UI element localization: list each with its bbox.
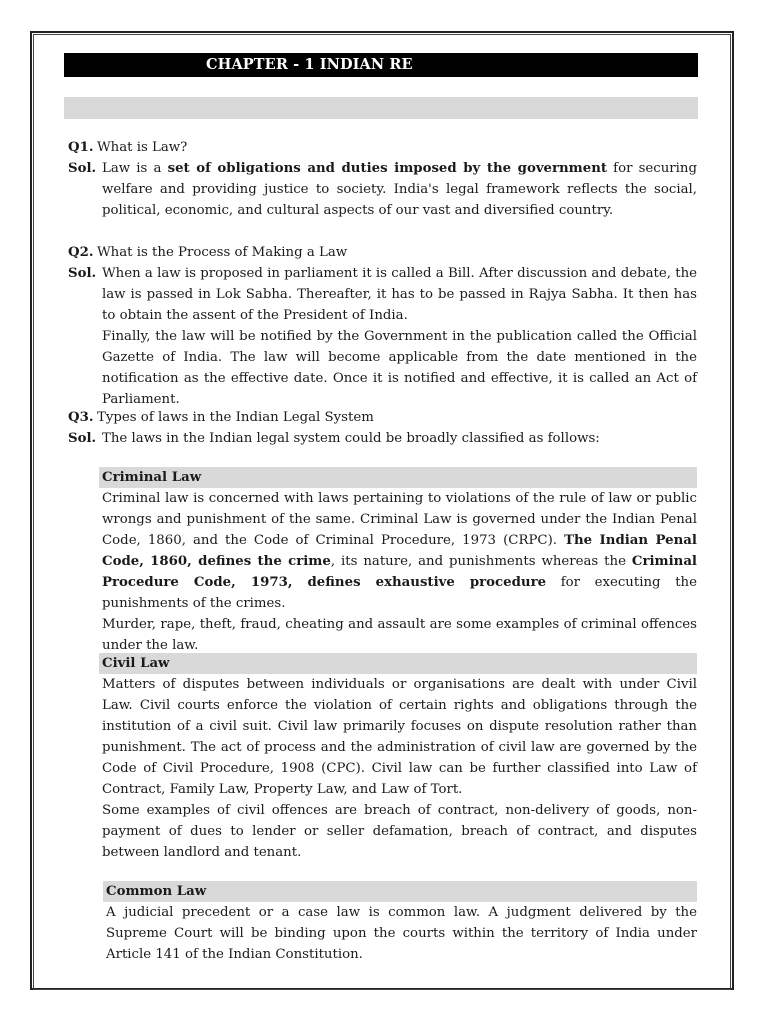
q2-question: What is the Process of Making a Law <box>97 245 348 260</box>
criminal-text-3: for executing the punishments of the crimes. <box>102 575 697 611</box>
q1-sol-label: Sol. <box>68 161 97 176</box>
civil-para1: Matters of disputes between individuals or organisations are dealt with under Civil Law. Civil courts enforce the violation of certain rights and obligations through the institution of a civil suit. Civil law primarily focuses on dispute resolution rather than punishment. The act of process and the administration of civil law are governed by the Code of Civil Procedure, 1908 (CPC). Civil law can be further classified into Law of Contract, Family Law, Property Law, and Law of Tort. <box>102 677 697 797</box>
q1-answer-bold: set of obligations and duties imposed by the government <box>167 161 608 176</box>
q3-answer: The laws in the Indian legal system could be broadly classified as follows: <box>102 431 600 446</box>
criminal-law-heading: Criminal Law <box>99 467 697 488</box>
q1-answer-post: for securing welfare and providing justice to society. India's legal framework reflects the social, political, economic, and cultural aspects of our vast and diversified country. <box>102 161 697 218</box>
civil-law-section <box>99 653 697 863</box>
q1-block <box>68 137 697 221</box>
criminal-bold-1: The Indian Penal Code, 1860, defines the crime <box>102 533 697 569</box>
q2-block <box>68 242 697 410</box>
q2-para2: Finally, the law will be notified by the Government in the publication called the Official Gazette of India. The law will become applicable from the date mentioned in the notification as the effective date. Once it is notified and effective, it is called an Act of Parliament. <box>102 329 697 407</box>
q2-label: Q2. <box>68 245 94 260</box>
criminal-text-2: , its nature, and punishments whereas the <box>330 554 632 569</box>
civil-para2: Some examples of civil offences are breach of contract, non-delivery of goods, non-payment of dues to lender or seller defamation, breach of contract, and disputes between landlord and tenant. <box>102 803 697 860</box>
q1-label: Q1. <box>68 140 94 155</box>
q3-block <box>68 407 697 449</box>
criminal-para2: Murder, rape, theft, fraud, cheating and assault are some examples of criminal offences under the law. <box>102 617 697 653</box>
q3-question: Types of laws in the Indian Legal System <box>97 410 374 425</box>
chapter-title: CHAPTER - 1 INDIAN RE <box>64 53 698 77</box>
criminal-law-section <box>99 467 697 656</box>
q1-solution <box>68 158 697 221</box>
q2-solution <box>68 263 697 410</box>
common-para1: A judicial precedent or a case law is common law. A judgment delivered by the Supreme Court will be binding upon the courts within the territory of India under Article 141 of the Indian Constitution. <box>106 905 697 962</box>
q2-para1: When a law is proposed in parliament it is called a Bill. After discussion and debate, the law is passed in Lok Sabha. Thereafter, it has to be passed in Rajya Sabha. It then has to obtain the assent of the President of India. <box>102 266 697 323</box>
q3-label: Q3. <box>68 410 94 425</box>
q3-sol-label: Sol. <box>68 431 97 446</box>
q2-sol-label: Sol. <box>68 266 97 281</box>
criminal-bold-2: Criminal Procedure Code, 1973, defines exhaustive procedure <box>102 554 697 590</box>
common-law-section <box>103 881 697 965</box>
criminal-text-1: Criminal law is concerned with laws pertaining to violations of the rule of law or public wrongs and punishment of the same. Criminal Law is governed under the Indian Penal Code, 1860, and the Code of Criminal Procedure, 1973 (CRPC). <box>102 491 697 548</box>
q1-question: What is Law? <box>97 140 188 155</box>
common-law-heading: Common Law <box>103 881 697 902</box>
q1-answer-pre: Law is a <box>102 161 168 176</box>
subtitle-bar <box>64 97 698 119</box>
civil-law-heading: Civil Law <box>99 653 697 674</box>
